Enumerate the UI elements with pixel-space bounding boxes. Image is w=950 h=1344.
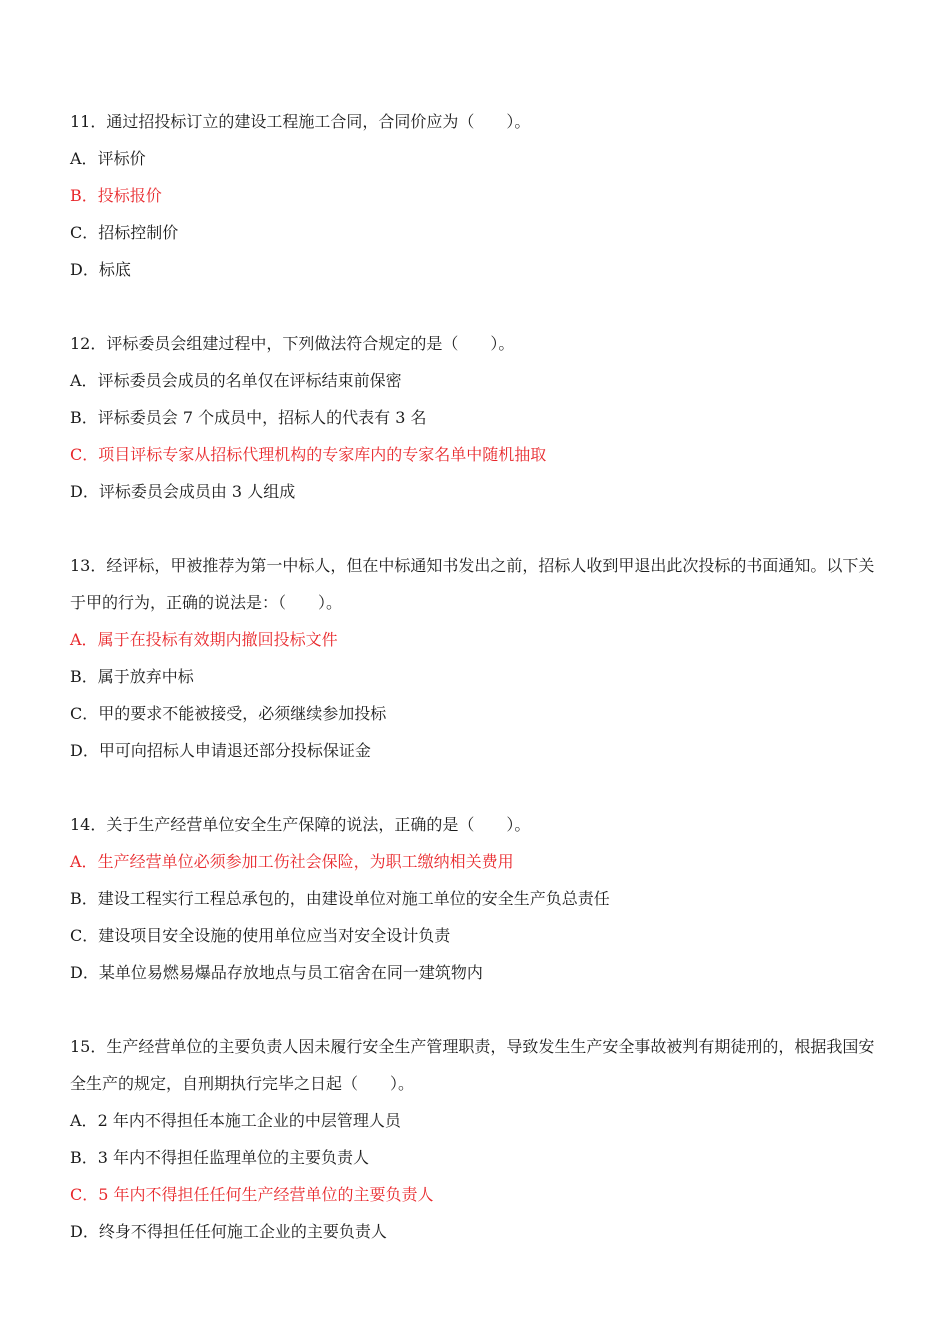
option-text: B． [70,667,98,686]
option-text: A． [70,371,98,390]
option-c-correct [70,1176,882,1213]
option-b [70,399,882,436]
question-11 [70,103,882,288]
option-text: 属于放弃中标 [97,667,194,686]
option-text: C． [70,223,99,242]
option-d [70,732,882,769]
option-text: 生产经营单位必须参加工伤社会保险，为职工缴纳相关费用 [97,852,514,871]
option-text: 投标报价 [97,186,162,205]
question-12 [70,325,882,510]
option-text: D． [70,741,99,760]
option-a [70,140,882,177]
option-text: 3 年内不得担任监理单位的主要负责人 [97,1148,370,1167]
option-a-correct [70,843,882,880]
option-text: D． [70,1222,99,1241]
option-text: 项目评标专家从招标代理机构的专家库内的专家名单中随机抽取 [98,445,547,464]
option-text: 标底 [98,260,131,279]
question-stem: 13．经评标，甲被推荐为第一中标人，但在中标通知书发出之前，招标人收到甲退出此次投标的书面通知。以下关于甲的行为，正确的说法是：（ ）。 [70,556,875,612]
option-a-correct [70,621,882,658]
option-text: 评标价 [97,149,146,168]
option-text: 甲的要求不能被接受，必须继续参加投标 [98,704,387,723]
option-text: A． [70,852,98,871]
option-text: 属于在投标有效期内撤回投标文件 [97,630,338,649]
option-d [70,251,882,288]
question-13 [70,547,882,769]
option-text: C． [70,704,99,723]
option-text: B． [70,1148,98,1167]
option-text: D． [70,963,99,982]
question-15 [70,1028,882,1250]
question-stem: 12．评标委员会组建过程中，下列做法符合规定的是（ ）。 [70,334,515,353]
option-b [70,880,882,917]
option-text: C． [70,926,99,945]
option-text: 终身不得担任任何施工企业的主要负责人 [98,1222,387,1241]
option-text: C． [70,445,99,464]
question-stem: 11．通过招投标订立的建设工程施工合同，合同价应为（ ）。 [70,112,531,131]
option-a [70,1102,882,1139]
option-text: A． [70,149,98,168]
option-text: 评标委员会成员由 3 人组成 [98,482,296,501]
option-text: B． [70,408,98,427]
option-text: 某单位易燃易爆品存放地点与员工宿舍在同一建筑物内 [98,963,483,982]
option-c [70,214,882,251]
option-text: 5 年内不得担任任何生产经营单位的主要负责人 [98,1185,434,1204]
option-c [70,695,882,732]
question-stem: 15．生产经营单位的主要负责人因未履行安全生产管理职责，导致发生生产安全事故被判有期徒刑的，根据我国安全生产的规定，自刑期执行完毕之日起（ ）。 [70,1037,875,1093]
option-text: B． [70,186,98,205]
option-text: 建设工程实行工程总承包的，由建设单位对施工单位的安全生产负总责任 [97,889,610,908]
option-d [70,954,882,991]
option-a [70,362,882,399]
option-c-correct [70,436,882,473]
question-14 [70,806,882,991]
option-text: 招标控制价 [98,223,179,242]
option-b [70,1139,882,1176]
option-text: 评标委员会成员的名单仅在评标结束前保密 [97,371,402,390]
option-text: 评标委员会 7 个成员中，招标人的代表有 3 名 [97,408,427,427]
option-c [70,917,882,954]
option-d [70,1213,882,1250]
option-text: D． [70,482,99,501]
option-b [70,658,882,695]
option-text: A． [70,1111,98,1130]
option-d [70,473,882,510]
option-text: 建设项目安全设施的使用单位应当对安全设计负责 [98,926,451,945]
option-text: C． [70,1185,99,1204]
option-text: B． [70,889,98,908]
option-text: D． [70,260,99,279]
question-stem: 14．关于生产经营单位安全生产保障的说法，正确的是（ ）。 [70,815,531,834]
option-text: 2 年内不得担任本施工企业的中层管理人员 [97,1111,401,1130]
option-text: A． [70,630,98,649]
option-text: 甲可向招标人申请退还部分投标保证金 [98,741,371,760]
option-b-correct [70,177,882,214]
